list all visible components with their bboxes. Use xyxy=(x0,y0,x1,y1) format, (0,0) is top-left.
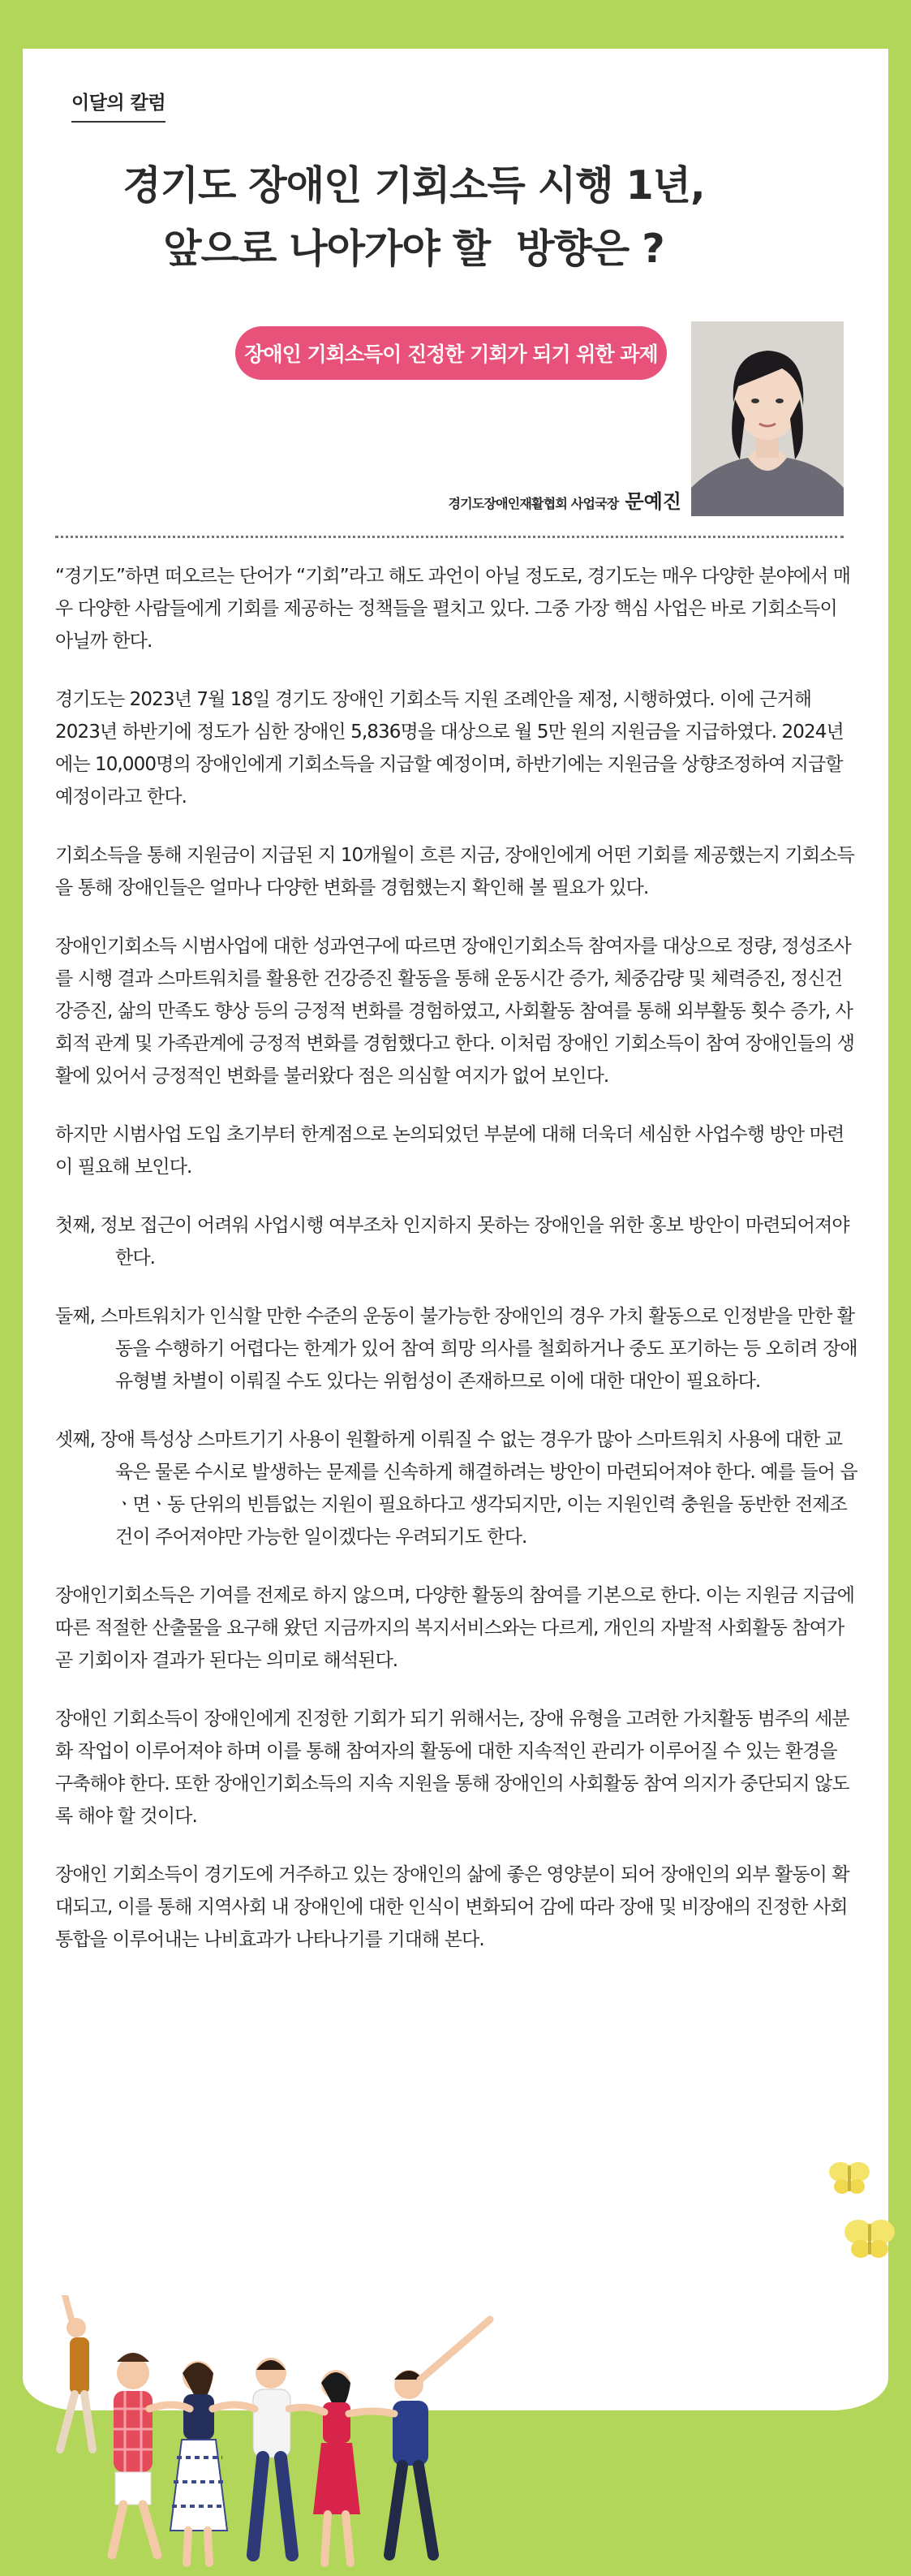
title-line-1: 경기도 장애인 기회소득 시행 1년, xyxy=(122,162,705,209)
dotted-divider xyxy=(55,536,844,538)
paragraph: 기회소득을 통해 지원금이 지급된 지 10개월이 흐른 지금, 장애인에게 어떤 기회를 제공했는지 기회소득을 통해 장애인들은 얼마나 다양한 변화를 경험했는지 확인해 볼 필요가 있다. xyxy=(55,845,854,898)
paragraph: 장애인 기회소득이 장애인에게 진정한 기회가 되기 위해서는, 장애 유형을 고려한 가치활동 범주의 세분화 작업이 이루어져야 하며 이를 통해 참여자의 활동에 대한 지속적인 관리가 이루어질 수 있는 환경을 구축해야 한다. 또한 장애인기회소득의 지속 지원을 통해 장애인의 사회활동 참여 의지가 중단되지 않도록 해야 할 것이다. xyxy=(55,1708,849,1827)
article-body xyxy=(55,560,858,1982)
subtitle-text: 장애인 기회소득이 진정한 기회가 되기 위한 과제 xyxy=(244,342,658,366)
paragraph: 경기도는 2023년 7월 18일 경기도 장애인 기회소득 지원 조례안을 제정, 시행하였다. 이에 근거해 2023년 하반기에 정도가 심한 장애인 5,836명을 대상으로 월 5만 원의 지원금을 지급하였다. 2024년에는 10,000명의 장애인에게 기회소득을 지급할 예정이며, 하반기에는 지원금을 상향조정하여 지급할 예정이라고 한다. xyxy=(55,689,844,808)
butterfly-icon xyxy=(827,2159,871,2196)
paragraph: 하지만 시범사업 도입 초기부터 한계점으로 논의되었던 부분에 대해 더욱더 세심한 사업수행 방안 마련이 필요해 보인다. xyxy=(55,1124,844,1178)
paragraph: “경기도”하면 떠오르는 단어가 “기회”라고 해도 과언이 아닐 정도로, 경기도는 매우 다양한 분야에서 매우 다양한 사람들에게 기회를 제공하는 정책들을 펼치고 있다. 그중 가장 핵심 사업은 바로 기회소득이 아닐까 한다. xyxy=(55,566,851,652)
author-byline xyxy=(394,485,681,514)
author-affiliation: 경기도장애인재활협회 사업국장 xyxy=(448,496,619,511)
list-item: 둘째, 스마트워치가 인식할 만한 수준의 운동이 불가능한 장애인의 경우 가치 활동으로 인정받을 만한 활동을 수행하기 어렵다는 한계가 있어 참여 희망 의사를 철회하거나 중도 포기하는 등 오히려 장애 유형별 차별이 이뤄질 수도 있다는 위험성이 존재하므로 이에 대한 대안이 필요하다. xyxy=(55,1306,857,1392)
portrait-illustration xyxy=(691,321,844,516)
paragraph: 장애인기회소득 시범사업에 대한 성과연구에 따르면 장애인기회소득 참여자를 대상으로 정량, 정성조사를 시행 결과 스마트워치를 활용한 건강증진 활동을 통해 운동시간 증가, 체중감량 및 체력증진, 정신건강증진, 삶의 만족도 향상 등의 긍정적 변화를 경험하였고, 사회활동 참여를 통해 외부활동 횟수 증가, 사회적 관계 및 가족관계에 긍정적 변화를 경험했다고 한다. 이처럼 장애인 기회소득이 참여 장애인들의 생활에 있어서 긍정적인 변화를 불러왔다 점은 의심할 여지가 없어 보인다. xyxy=(55,936,855,1087)
author-name: 문예진 xyxy=(625,490,681,513)
list-item: 셋째, 장애 특성상 스마트기기 사용이 원활하게 이뤄질 수 없는 경우가 많아 스마트워치 사용에 대한 교육은 물론 수시로 발생하는 문제를 신속하게 해결하려는 방안이 마련되어져야 한다. 예를 들어 읍ㆍ면ㆍ동 단위의 빈틈없는 지원이 필요하다고 생각되지만, 이는 지원인력 충원을 동반한 전제조건이 주어져야만 가능한 일이겠다는 우려되기도 한다. xyxy=(55,1429,857,1548)
column-tag: 이달의 칼럼 xyxy=(71,88,165,123)
paragraph: 장애인 기회소득이 경기도에 거주하고 있는 장애인의 삶에 좋은 영양분이 되어 장애인의 외부 활동이 확대되고, 이를 통해 지역사회 내 장애인에 대한 인식이 변화되어 감에 따라 장애 및 비장애의 진정한 사회통합을 이루어내는 나비효과가 나타나기를 기대해 본다. xyxy=(55,1864,849,1950)
page-title xyxy=(65,154,763,281)
paragraph: 장애인기회소득은 기여를 전제로 하지 않으며, 다양한 활동의 참여를 기본으로 한다. 이는 지원금 지급에 따른 적절한 산출물을 요구해 왔던 지금까지의 복지서비스와는 다르게, 개인의 자발적 사회활동 참여가 곧 기회이자 결과가 된다는 의미로 해석된다. xyxy=(55,1585,855,1671)
author-portrait xyxy=(691,321,844,516)
butterfly-icon xyxy=(844,2216,896,2261)
people-group-illustration xyxy=(36,2295,522,2571)
subtitle-badge xyxy=(235,326,667,380)
list-item: 첫째, 정보 접근이 어려워 사업시행 여부조차 인지하지 못하는 장애인을 위한 홍보 방안이 마련되어져야 한다. xyxy=(55,1215,849,1269)
title-line-2: 앞으로 나아가야 할 방향은 ? xyxy=(163,226,664,272)
